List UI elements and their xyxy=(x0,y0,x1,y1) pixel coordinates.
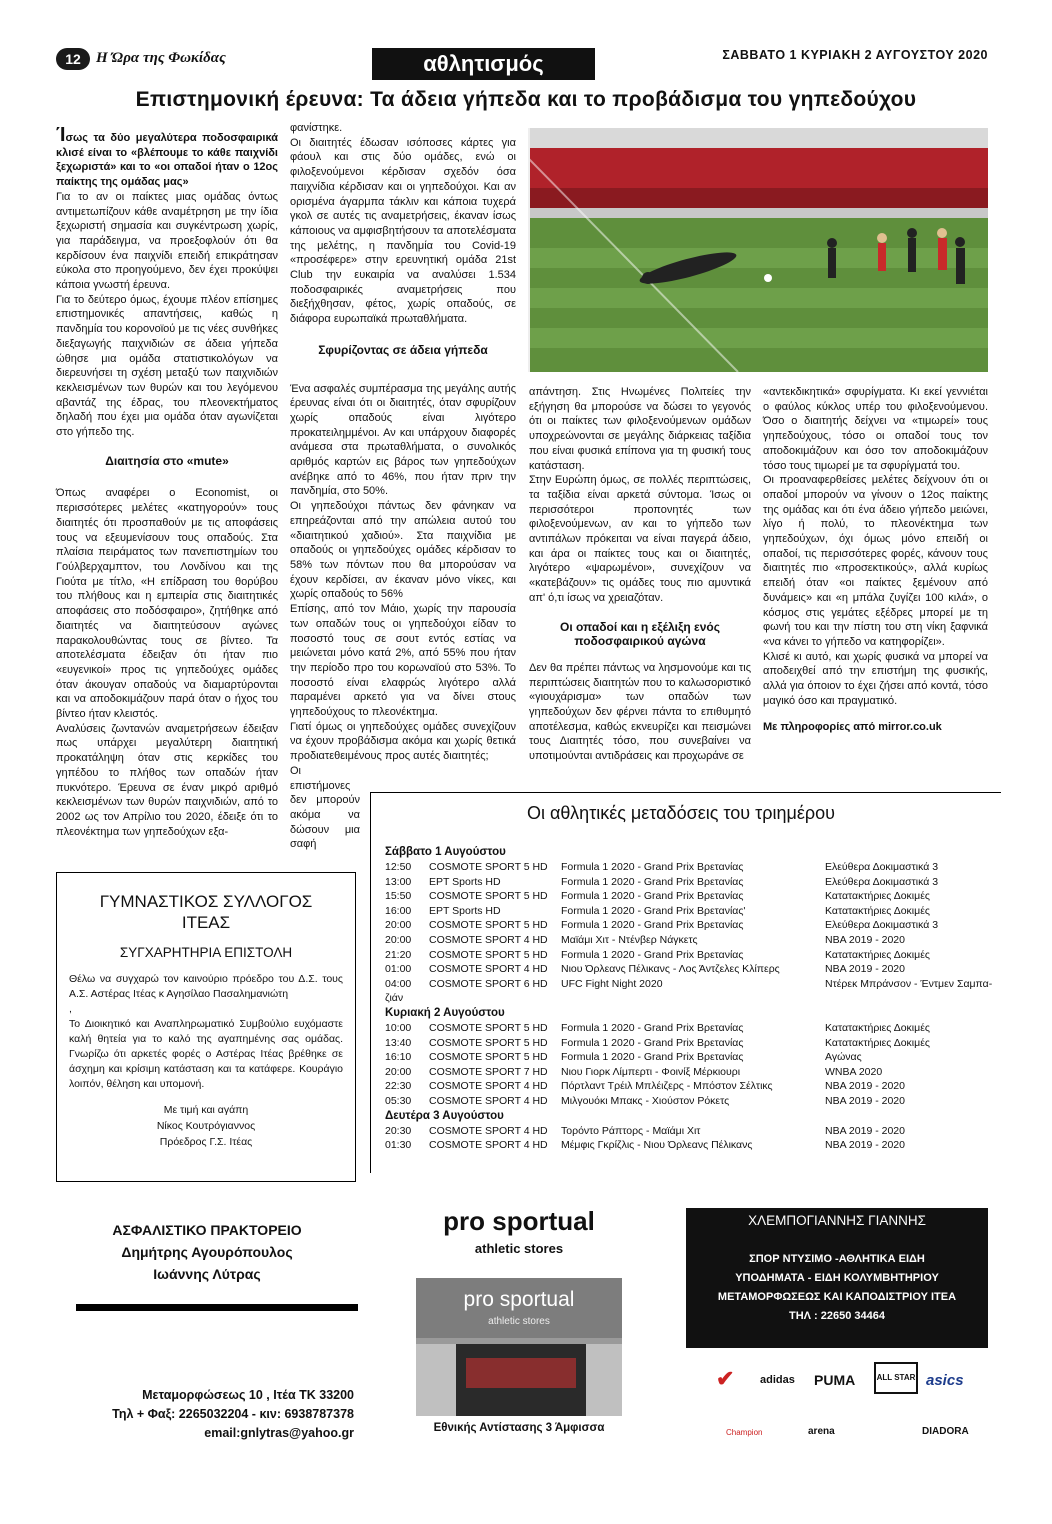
broadcast-channel: COSMOTE SPORT 4 HD xyxy=(429,1080,548,1093)
broadcast-event: Μαϊάμι Χιτ - Ντένβερ Νάγκετς xyxy=(561,933,698,946)
broadcast-row xyxy=(385,904,995,919)
subheading: Οι οπαδοί και η εξέλιξη ενός ποδοσφαιρικού αγώνα xyxy=(560,619,720,649)
broadcast-time: 13:00 xyxy=(385,875,412,888)
store-sign-tagline: athletic stores xyxy=(488,1316,550,1327)
ad-line: ΣΠΟΡ ΝΤΥΣΙΜΟ -ΑΘΛΗΤΙΚΑ ΕΙΔΗ xyxy=(749,1253,925,1265)
broadcast-event: UFC Fight Night 2020 xyxy=(561,977,663,990)
gym-box-signer: Νίκος Κουτρόγιαννος xyxy=(156,1120,256,1132)
ad-tagline: athletic stores xyxy=(474,1241,564,1256)
article-headline: Επιστημονική έρευνα: Τα άδεια γήπεδα και το προβάδισμα του γηπεδούχου xyxy=(135,88,917,111)
sports-store-ad xyxy=(686,1208,988,1456)
paragraph: Ένα ασφαλές συμπέρασμα της μεγάλης αυτής έρευνας είναι ότι οι διαιτητές, όταν σφυρίζουν χωρίς οπαδούς είναι λιγότερο προκατειλημμένοι. Αν και υπάρχουν διαφορές ανάμεσα στα πρωταθλήματα, ο συνολικός αριθμός καρτών εις βάρος των γηπεδούχων ανέβηκε από το 46%, που ήταν πριν την πανδημία, στο 50%. xyxy=(290,382,516,498)
broadcast-time: 04:00 xyxy=(385,977,412,990)
broadcast-event: Formula 1 2020 - Grand Prix Βρετανίας' xyxy=(561,904,746,917)
broadcast-event: Formula 1 2020 - Grand Prix Βρετανίας xyxy=(561,1036,744,1049)
broadcast-session: WNBA 2020 xyxy=(825,1065,883,1078)
subheading: Σφυρίζοντας σε άδεια γήπεδα xyxy=(318,342,488,357)
broadcast-row xyxy=(385,860,995,875)
broadcast-event: Formula 1 2020 - Grand Prix Βρετανίας xyxy=(561,1021,744,1034)
ad-title: ΑΣΦΑΛΙΣΤΙΚΟ ΠΡΑΚΤΟΡΕΙΟ xyxy=(112,1222,302,1238)
broadcast-time: 15:50 xyxy=(385,890,412,903)
broadcast-session: NBA 2019 - 2020 xyxy=(825,933,905,946)
broadcast-time: 01:00 xyxy=(385,963,412,976)
article-column-1 xyxy=(56,124,278,839)
broadcast-row xyxy=(385,889,995,904)
brand-logos xyxy=(686,1348,988,1456)
gym-box-subtitle: ΣΥΓΧΑΡΗΤΗΡΙΑ ΕΠΙΣΤΟΛΗ xyxy=(119,945,293,960)
article-column-4 xyxy=(763,385,988,735)
issue-date: ΣΑΒΒΑΤΟ 1 ΚΥΡΙΑΚΗ 2 ΑΥΓΟΥΣΤΟΥ 2020 xyxy=(722,48,988,62)
broadcast-session: NBA 2019 - 2020 xyxy=(825,963,905,976)
broadcast-row xyxy=(385,962,995,977)
store-sign: pro sportual xyxy=(463,1288,575,1311)
page-number: 12 xyxy=(56,48,90,70)
broadcast-channel: COSMOTE SPORT 5 HD xyxy=(429,1036,548,1049)
broadcast-row xyxy=(385,1050,995,1065)
paragraph: Επίσης, από τον Μάιο, χωρίς την παρουσία των οπαδών τους οι γηπεδούχοι είδαν το ποσοστό τους σε σουτ εντός εστίας να μειώνεται μόνο κατά 2%, από 55% που ήταν την περίοδο προ του κορωναϊού στο 53%. Το ποσοστό είναι ελαφρώς λιγότερο αλλά παραμένει αρκετό για να δίνει στους γηπεδούχους το πλεονέκτημα. xyxy=(290,603,516,719)
broadcast-session: Ελεύθερα Δοκιμαστικά 3 xyxy=(825,861,939,873)
broadcast-session: Αγώνας xyxy=(825,1051,862,1064)
broadcast-row xyxy=(385,948,995,963)
broadcast-event: Πόρτλαντ Τρέιλ Μπλέιζερς - Μπόστον Σέλτικς xyxy=(561,1080,773,1093)
newspaper-name: Η Ώρα της Φωκίδας xyxy=(96,50,226,66)
broadcast-time: 10:00 xyxy=(385,1021,412,1034)
broadcast-row xyxy=(385,1065,995,1080)
paragraph: Για το αν οι παίκτες μιας ομάδας όντως αντιμετωπίζουν κάθε αναμέτρηση με την ίδια ξεχωριστή σημασία και συγκέντρωση χωρίς, για παράδειγμα, να προεξοφλούν ότι θα κερδίσουν ένα παιχνίδι επειδή επικράτησαν εύκολα στο προηγούμενο, δεν έχει προκύψει κάποια γνωστή έρευνα. xyxy=(56,190,278,292)
broadcast-session: NBA 2019 - 2020 xyxy=(825,1139,905,1152)
broadcast-time: 16:00 xyxy=(385,904,412,917)
paragraph: Οι επιστήμονες δεν μπορούν ακόμα να δώσουν μια σαφή xyxy=(290,764,360,851)
broadcast-row xyxy=(385,1124,995,1139)
gym-box-closing: Με τιμή και αγάπη xyxy=(163,1104,249,1116)
ad-phone: ΤΗΛ : 22650 34464 xyxy=(788,1310,885,1322)
ad-brand: pro sportual xyxy=(443,1206,595,1236)
paragraph: Όπως αναφέρει ο Economist, οι περισσότερες μελέτες «κατηγορούν» τους διαιτητές ότι προσπαθούν με τις αποφάσεις τους να εξευμενίσουν τους οπαδούς. Στα πλαίσια πειράματος των πανεπιστημίων του Γούλβερχαμπτον, του Λονδίνου και της Γιούτα με τίτλο, «Η επίδραση του θορύβου του πλήθους και η εμπειρία στις διαιτητικές αποφάσεις στο ποδόσφαιρο», ζητήθηκε από διαιτητές να διαιτητεύσουν αγώνες παρακολουθώντας τους σε βίντεο. Τα αποτελέσματα έδειξαν ότι ήταν πιο «ευγενικοί» προς τις γηπεδούχες ομάδες όταν άκουγαν οπαδούς να διαμαρτύρονται και να αποδοκιμάζουν παρά όταν ο ήχος του βίντεο ήταν κλειστός. xyxy=(56,487,278,721)
ad-line: ΥΠΟΔΗΜΑΤΑ - ΕΙΔΗ ΚΟΛΥΜΒΗΤΗΡΙΟΥ xyxy=(735,1272,939,1284)
broadcast-time: 22:30 xyxy=(385,1080,412,1093)
stadium-image xyxy=(528,128,988,372)
broadcast-channel: COSMOTE SPORT 5 HD xyxy=(429,861,548,873)
broadcast-time: 20:00 xyxy=(385,1065,412,1078)
broadcast-channel: COSMOTE SPORT 7 HD xyxy=(429,1065,548,1078)
paragraph: Δεν θα πρέπει πάντως να λησμονούμε και τις περιπτώσεις διαιτητών που το καλωσοριστικό «γιουχάρισμα» των οπαδών των γηπεδούχων δεν φέρνει πάντα το επιθυμητό αποτέλεσμα, καθώς εκνευρίζει και πεισμώνει τους Διαιτητές τόσο, που συνεβαίνει να υποτιμούνται αντιδράσεις και προχωράνε σε xyxy=(529,661,751,763)
ad-address: Εθνικής Αντίστασης 3 Άμφισσα xyxy=(433,1422,605,1434)
broadcast-event: Μέμφις Γκρίζλις - Νιου Όρλεανς Πέλικανς xyxy=(561,1139,753,1152)
broadcast-channel: COSMOTE SPORT 5 HD xyxy=(429,1021,548,1034)
broadcast-time: 01:30 xyxy=(385,1139,412,1152)
broadcast-session: Κατατακτήριες Δοκιμές xyxy=(825,1021,930,1034)
paragraph: απάντηση. Στις Ηνωμένες Πολιτείες την εξήγηση θα μπορούσε να δώσει το γεγονός ότι οι παίκτες των φιλοξενούμενων ομάδων υποχρεώνονται σε μεγάλης διάρκειας ταξίδια που είναι φυσικά επίπονα για τη φυσική τους κατάσταση. xyxy=(529,386,751,472)
broadcast-event: Formula 1 2020 - Grand Prix Βρετανίας xyxy=(561,875,744,888)
paragraph: «αντεκδικητικά» σφυρίγματα. Κι εκεί γεννιέται ο φαύλος κύκλος υπέρ του φιλοξενούμενου. Όσο ο διαιτητής δείχνει να «τιμωρεί» τους γηπεδούχους, τόσο οι οπαδοί τους τον αποδοκιμάζουν και όσο τον αποδοκιμάζουν τόσο τους τιμωρεί με τα σφυρίγματά του. xyxy=(763,386,988,472)
prosportual-ad xyxy=(414,1206,624,1446)
broadcast-channel: COSMOTE SPORT 4 HD xyxy=(429,933,548,946)
paragraph: φανίστηκε. xyxy=(290,122,343,134)
broadcast-channel: COSMOTE SPORT 5 HD xyxy=(429,1051,548,1064)
broadcast-session: Κατατακτήριες Δοκιμές xyxy=(825,904,930,917)
broadcast-event: Formula 1 2020 - Grand Prix Βρετανίας xyxy=(561,919,744,932)
broadcast-row xyxy=(385,933,995,948)
broadcast-session: Ελεύθερα Δοκιμαστικά 3 xyxy=(825,875,939,888)
broadcast-title: Οι αθλητικές μεταδόσεις του τριημέρου xyxy=(527,803,835,823)
broadcast-time: 05:30 xyxy=(385,1094,412,1107)
broadcast-day-heading: Κυριακή 2 Αυγούστου xyxy=(385,1006,505,1019)
gym-box-paragraph: Το Διοικητικό και Αναπληρωματικό Συμβούλιο ευχόμαστε καλή θητεία για το καλό της αγαπημένης σας ομάδας. Γνωρίζω ότι αρκετές φορές ο Αστέρας Ιτέας βρέθηκε σε άσχημη και κρίσιμη κατάσταση και τα κατάφερε. Κουράγιο λοιπόν, θέληση και υπομονή. xyxy=(69,1018,343,1090)
gym-box-paragraph: , xyxy=(69,1003,72,1015)
ad-store-name: ΧΛΕΜΠΟΓΙΑΝΝΗΣ ΓΙΑΝΝΗΣ xyxy=(748,1213,926,1228)
gym-letter-box xyxy=(56,872,356,1182)
broadcast-session: Ελεύθερα Δοκιμαστικά 3 xyxy=(825,919,939,932)
broadcast-rows xyxy=(385,845,995,1153)
broadcast-time: 16:10 xyxy=(385,1051,412,1064)
broadcast-time: 20:30 xyxy=(385,1124,412,1137)
broadcast-channel: COSMOTE SPORT 5 HD xyxy=(429,919,548,932)
broadcast-session: Ντέρεκ Μπράνσον - Έντμεν Σαμπα- xyxy=(825,977,993,990)
brand-logo: Champion xyxy=(726,1428,763,1437)
broadcast-time: 21:20 xyxy=(385,948,412,961)
broadcast-event: Νιου Όρλεανς Πέλικανς - Λος Άντζελες Κλίπερς xyxy=(561,963,780,976)
broadcast-event: Νιου Γιορκ Λίμπερτι - Φοινίξ Μέρκιουρι xyxy=(561,1065,741,1078)
ad-divider xyxy=(76,1304,358,1311)
broadcast-row xyxy=(385,1094,995,1109)
paragraph: Οι προαναφερθείσες μελέτες δείχνουν ότι οι οπαδοί μπορούν να γίνουν ο 12ος παίκτης της ομάδας και ότι ένα άδειο γήπεδο μειώνει, λίγο ή πολύ, το πλεονέκτημα των γηπεδούχων, όχι όμως μόνο επειδή οι οπαδοί, τις περισσότερες φορές, κάνουν τους διαιτητές πιο «προσεκτικούς», αλλά κυρίως επειδή όταν «οι παίκτες ξεμένουν από δυνάμεις» και «η μπάλα ζυγίζει 100 κιλά», ο κόσμος στις γεμάτες εξέδρες μπορεί με τη φωνή του και την πίστη του στη νίκη ξαφνικά «να κάνει το γήπεδο να κατηφορίζει». xyxy=(763,474,988,648)
broadcast-row xyxy=(385,1079,995,1094)
paragraph: Οι γηπεδούχοι πάντως δεν φάνηκαν να επηρεάζονται από την απώλεια αυτού του «διαιτητικού χαδιού». Στα παιχνίδια με οπαδούς οι γηπεδούχες ομάδες κέρδισαν το 58% των πόντων που θα μπορούσαν να έχουν κερδίσει, αν έκαναν μόνο νίκες, και χωρίς οπαδούς το 56% xyxy=(290,500,516,601)
ad-email: email:gnlytras@yahoo.gr xyxy=(204,1426,354,1440)
ad-name: Ιωάννης Λύτρας xyxy=(153,1266,261,1282)
broadcast-row xyxy=(385,875,995,890)
nike-swoosh-icon: ✔ xyxy=(716,1366,735,1391)
broadcast-event: Formula 1 2020 - Grand Prix Βρετανίας xyxy=(561,861,744,873)
brand-logo: DIADORA xyxy=(922,1426,969,1437)
ad-name: Δημήτρης Αγουρόπουλος xyxy=(121,1244,293,1260)
broadcast-row xyxy=(385,1138,995,1153)
broadcast-event: Μιλγουόκι Μπακς - Χιούστον Ρόκετς xyxy=(561,1094,730,1107)
lead-text: σως τα δύο μεγαλύτερα ποδοσφαιρικά κλισέ είναι το «βλέπουμε το κάθε παιχνίδι ξεχωριστά» και το «οι οπαδοί ήταν ο 12ος παίκτης της ομάδας μας» xyxy=(56,132,278,189)
broadcast-channel: COSMOTE SPORT 4 HD xyxy=(429,1124,548,1137)
ad-phone: Τηλ + Φαξ: 2265032204 - κιν: 6938787378 xyxy=(112,1407,354,1421)
broadcast-row xyxy=(385,1021,995,1036)
broadcast-row xyxy=(385,977,995,992)
ad-line: ΜΕΤΑΜΟΡΦΩΣΕΩΣ ΚΑΙ ΚΑΠΟΔΙΣΤΡΙΟΥ ΙΤΕΑ xyxy=(717,1291,957,1303)
broadcast-time: 12:50 xyxy=(385,861,412,873)
broadcast-schedule xyxy=(370,792,1001,1173)
brand-logo: adidas xyxy=(760,1374,795,1386)
paragraph: Αναλύσεις ζωντανών αναμετρήσεων έδειξαν πως υπάρχει μεγαλύτερη διαιτητική προκατάληψη όταν στις κερκίδες του γηπέδου το πλήθος των οπαδών ήταν πυκνότερο. Έρευνα σε έναν μικρό αριθμό κεκλεισμένων των θυρών παιχνιδιών, από το 2002 ως τον Απρίλιο του 2020, έδειξε ότι το πλεονέκτημα των γηπεδούχων εξα- xyxy=(56,722,278,838)
brand-logo: arena xyxy=(808,1426,835,1437)
section-title: αθλητισμός xyxy=(372,48,595,80)
broadcast-channel: COSMOTE SPORT 5 HD xyxy=(429,890,548,903)
brand-logo: asics xyxy=(926,1372,964,1389)
broadcast-channel: COSMOTE SPORT 4 HD xyxy=(429,1094,548,1107)
gym-box-role: Πρόεδρος Γ.Σ. Ιτέας xyxy=(159,1136,253,1148)
broadcast-row-wrap: ζιάν xyxy=(385,992,404,1005)
broadcast-channel: EPT Sports HD xyxy=(429,904,501,917)
broadcast-row xyxy=(385,1036,995,1051)
broadcast-channel: COSMOTE SPORT 4 HD xyxy=(429,1139,548,1152)
broadcast-time: 20:00 xyxy=(385,933,412,946)
broadcast-session: Κατατακτήριες Δοκιμές xyxy=(825,890,930,903)
broadcast-session: Κατατακτήριες Δοκιμές xyxy=(825,1036,930,1049)
article-column-3 xyxy=(529,385,751,764)
gym-box-title: ΓΥΜΝΑΣΤΙΚΟΣ ΣΥΛΛΟΓΟΣ ΙΤΕΑΣ xyxy=(99,892,313,932)
broadcast-channel: COSMOTE SPORT 6 HD xyxy=(429,977,548,990)
broadcast-session: NBA 2019 - 2020 xyxy=(825,1094,905,1107)
paragraph: Στην Ευρώπη όμως, σε πολλές περιπτώσεις, τα ταξίδια είναι αρκετά σύντομα. Ίσως οι περισσότεροι προπονητές των φιλοξενούμενων, αν και το γήπεδο των αντιπάλων πρόκειται να είναι παγερά άδειο, και άρα οι παίκτες τους και οι διαιτητές, λιγότερο «ψαρωμένοι», συνεχίζουν να «κατεβάζουν» τις ομάδες τους πιο αμυντικά απ' ό,τι ίσως να χρειαζόταν. xyxy=(529,474,751,604)
broadcast-session: Κατατακτήριες Δοκιμές xyxy=(825,948,930,961)
paragraph: Κλισέ κι αυτό, και χωρίς φυσικά να μπορεί να αποδειχθεί από την επιστήμη της φυσικής, αλλά για όποιον το έχει ζήσει από κοντά, τόσο μαγικό όσο και πραγματικό. xyxy=(763,650,988,707)
storefront-photo xyxy=(416,1278,622,1416)
broadcast-session: NBA 2019 - 2020 xyxy=(825,1080,905,1093)
broadcast-channel: EPT Sports HD xyxy=(429,875,501,888)
insurance-ad xyxy=(56,1210,358,1442)
broadcast-event: Formula 1 2020 - Grand Prix Βρετανίας xyxy=(561,890,744,903)
broadcast-event: Formula 1 2020 - Grand Prix Βρετανίας xyxy=(561,948,744,961)
broadcast-day-heading: Σάββατο 1 Αυγούστου xyxy=(385,846,506,858)
football-match-photo xyxy=(528,128,988,372)
paragraph: Γιατί όμως οι γηπεδούχες ομάδες συνεχίζουν να έχουν προβάδισμα ακόμα και χωρίς θετικά προδιατεθειμένους προς αυτές διαιτητές; xyxy=(290,720,516,763)
broadcast-time: 20:00 xyxy=(385,919,412,932)
broadcast-session: NBA 2019 - 2020 xyxy=(825,1124,905,1137)
brand-logo: PUMA xyxy=(814,1372,856,1388)
gym-box-paragraph: Θέλω να συγχαρώ τον καινούριο πρόεδρο του Δ.Σ. τους Α.Σ. Αστέρας Ιτέας κ Αγησίλαο Πασαλημανιώτη xyxy=(69,973,343,1000)
brand-logo: ALL STAR xyxy=(874,1362,918,1394)
broadcast-event: Τορόντο Ράπτορς - Μαϊάμι Χιτ xyxy=(561,1124,701,1137)
article-column-2 xyxy=(290,121,516,852)
ad-address: Μεταμορφώσεως 10 , Ιτέα ΤΚ 33200 xyxy=(142,1388,354,1402)
broadcast-row xyxy=(385,918,995,933)
article-source: Με πληροφορίες από mirror.co.uk xyxy=(763,721,942,734)
broadcast-channel: COSMOTE SPORT 4 HD xyxy=(429,963,548,976)
broadcast-time: 13:40 xyxy=(385,1036,412,1049)
broadcast-day-heading: Δευτέρα 3 Αυγούστου xyxy=(385,1109,504,1122)
broadcast-event: Formula 1 2020 - Grand Prix Βρετανίας xyxy=(561,1051,744,1064)
article-lead xyxy=(56,124,278,190)
paragraph: Για το δεύτερο όμως, έχουμε πλέον επίσημες επιστημονικές απαντήσεις, καθώς η πανδημία του κορονοϊού με τις νέες συνθήκες διεξαγωγής παιχνιδιών σε άδεια γήπεδα ώθησε μια ομάδα στατιστικολόγων να διερευνήσει τη σχέση μεταξύ των παιχνιδιών κεκλεισμένων των θυρών και του λεγόμενου αβαντάζ της έδρας, του πλεονεκτήματος δηλαδή που έχει μια ομάδα όταν αγωνίζεται στο γήπεδο της. xyxy=(56,293,278,439)
broadcast-channel: COSMOTE SPORT 5 HD xyxy=(429,948,548,961)
subheading: Διαιτησία στο «mute» xyxy=(105,453,229,468)
paragraph: Οι διαιτητές έδωσαν ισόποσες κάρτες για φάουλ και στις δύο ομάδες, ενώ οι φιλοξενούμενοι κέρδισαν σχεδόν όσα παιχνίδια κέρδισαν και οι γηπεδούχοι. Και αν ορισμένα άγαρμπα τάκλιν και κάποια τυχερά γκολ σε αυτές τις αναμετρήσεις, έκαναν ίσως κάποιους να αμφισβητήσουν τα αποτελέσματα της μελέτης, η πανδημία του Covid-19 «προσέφερε» στην ερευνητική ομάδα 21st Club την ευκαιρία να αναλύσει 1.534 ποδοσφαιρικές αναμετρήσεις που διεξήχθησαν, φέτος, χωρίς οπαδούς, σε διάφορα ευρωπαϊκά πρωταθλήματα. xyxy=(290,136,516,326)
drop-cap: Ί xyxy=(56,124,66,146)
